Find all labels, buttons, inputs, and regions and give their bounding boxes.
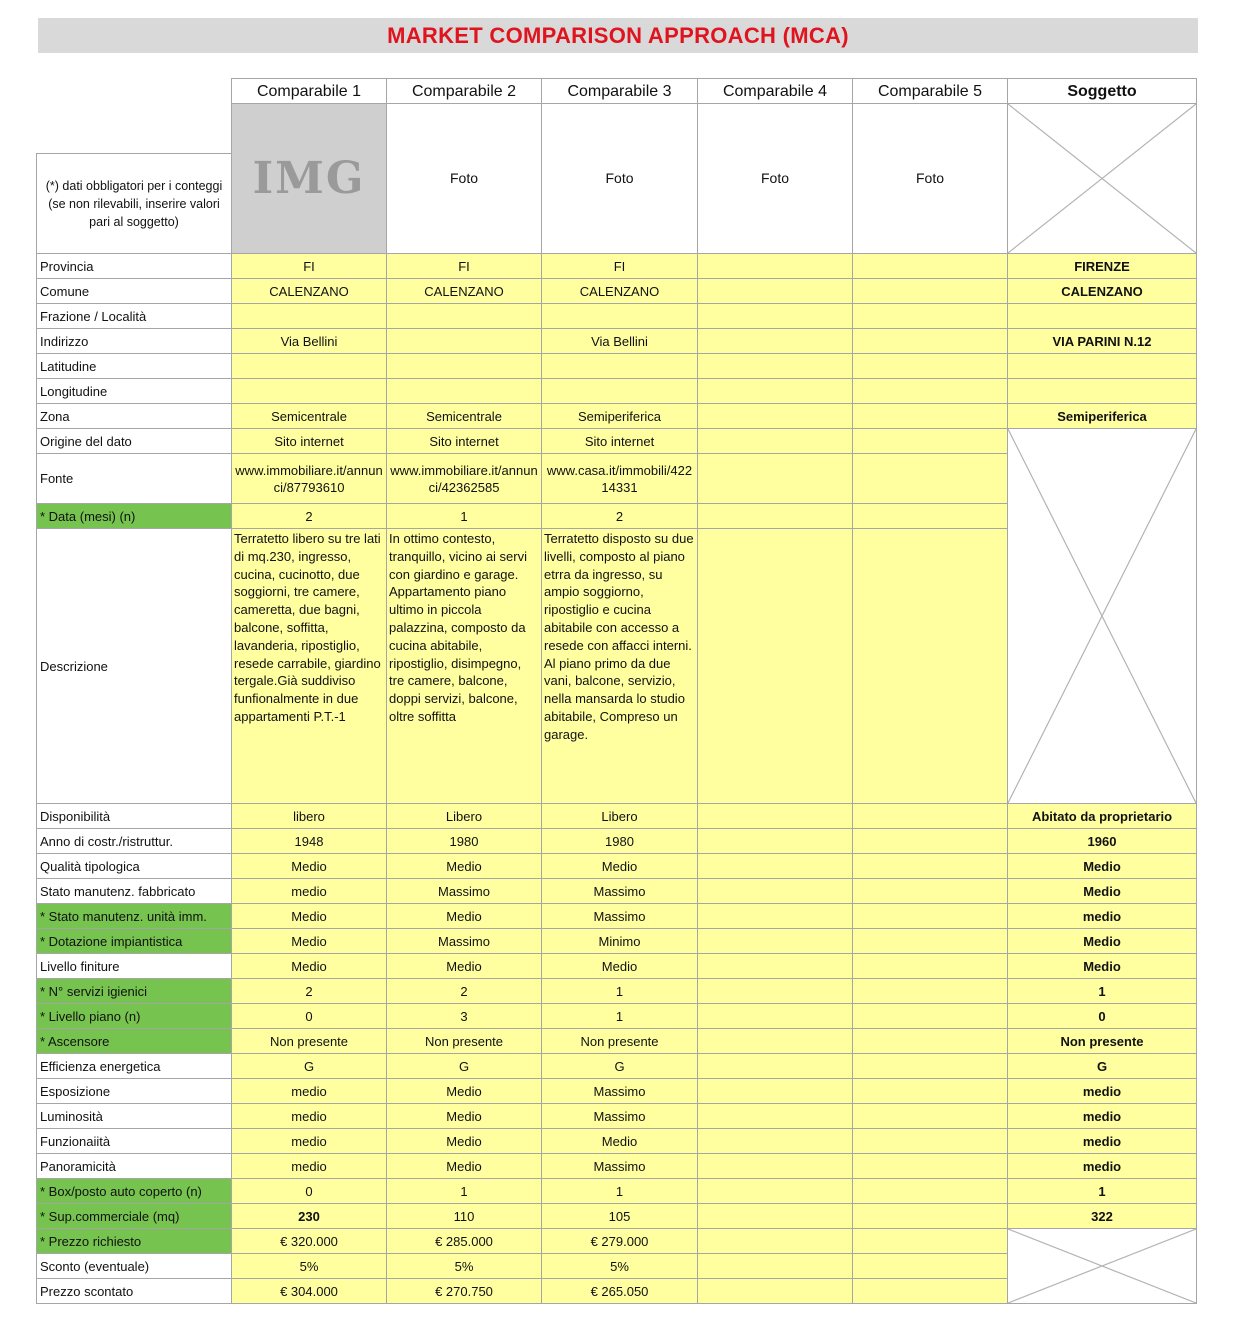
subject-value-cell	[1008, 379, 1197, 404]
value-cell	[853, 329, 1008, 354]
value-cell	[853, 254, 1008, 279]
value-cell	[853, 804, 1008, 829]
value-cell	[698, 1179, 853, 1204]
value-cell: € 279.000	[542, 1229, 698, 1254]
row-label: * Livello piano (n)	[37, 1004, 232, 1029]
value-cell	[698, 429, 853, 454]
value-cell: Massimo	[387, 929, 542, 954]
page-title: MARKET COMPARISON APPROACH (MCA)	[38, 18, 1198, 53]
row-provincia	[37, 254, 1197, 279]
value-cell: Via Bellini	[232, 329, 387, 354]
value-cell	[698, 1204, 853, 1229]
row-label: * Stato manutenz. unità imm.	[37, 904, 232, 929]
value-cell	[387, 329, 542, 354]
value-cell	[542, 304, 698, 329]
value-cell: 105	[542, 1204, 698, 1229]
subject-value-cell: 322	[1008, 1204, 1197, 1229]
row-panoramicita	[37, 1154, 1197, 1179]
value-cell: Medio	[387, 1154, 542, 1179]
value-cell: 5%	[232, 1254, 387, 1279]
subject-value-cell: Abitato da proprietario	[1008, 804, 1197, 829]
row-funzionalita	[37, 1129, 1197, 1154]
header-row	[37, 79, 1197, 104]
value-cell: medio	[232, 1079, 387, 1104]
value-cell	[853, 1004, 1008, 1029]
row-label: Origine del dato	[37, 429, 232, 454]
value-cell: Massimo	[387, 879, 542, 904]
value-cell: 1	[387, 504, 542, 529]
value-cell: Minimo	[542, 929, 698, 954]
value-cell	[698, 404, 853, 429]
value-cell: Libero	[542, 804, 698, 829]
row-stato-fabbricato	[37, 879, 1197, 904]
value-cell	[853, 829, 1008, 854]
row-efficienza	[37, 1054, 1197, 1079]
row-label: Livello finiture	[37, 954, 232, 979]
subject-price-empty-x-icon	[1008, 1229, 1197, 1304]
value-cell: 2	[387, 979, 542, 1004]
row-superficie	[37, 1204, 1197, 1229]
value-cell: FI	[542, 254, 698, 279]
value-cell: medio	[232, 1154, 387, 1179]
subject-empty-x-icon	[1008, 429, 1197, 804]
value-cell	[853, 379, 1008, 404]
value-cell	[698, 1129, 853, 1154]
value-cell: Medio	[232, 929, 387, 954]
value-cell: 3	[387, 1004, 542, 1029]
value-cell: G	[542, 1054, 698, 1079]
value-cell	[853, 529, 1008, 804]
row-label: Efficienza energetica	[37, 1054, 232, 1079]
value-cell: Medio	[542, 854, 698, 879]
value-cell	[698, 1154, 853, 1179]
value-cell	[698, 979, 853, 1004]
value-cell: In ottimo contesto, tranquillo, vicino ai servi con giardino e garage. Appartamento piano ultimo in piccola palazzina, composto da cucina abitabile, ripostiglio, disimpegno, tre camere, balcone, doppi servizi, balcone, oltre soffitta	[387, 529, 542, 804]
row-frazione	[37, 304, 1197, 329]
subject-value-cell: medio	[1008, 904, 1197, 929]
value-cell	[698, 1029, 853, 1054]
value-cell: Massimo	[542, 1104, 698, 1129]
subject-value-cell: medio	[1008, 1154, 1197, 1179]
value-cell	[698, 329, 853, 354]
value-cell	[853, 504, 1008, 529]
row-anno	[37, 829, 1197, 854]
value-cell: Terratetto disposto su due livelli, composto al piano etrra da ingresso, su ampio soggiorno, ripostiglio e cucina abitabile con accesso a resede con affacci interni. Al piano primo da due vani, balcone, servizio, nella mansarda lo studio abitabile, Compreso un garage.	[542, 529, 698, 804]
value-cell: 2	[232, 979, 387, 1004]
row-label: * Ascensore	[37, 1029, 232, 1054]
value-cell	[853, 1254, 1008, 1279]
value-cell: Medio	[542, 1129, 698, 1154]
value-cell	[698, 1254, 853, 1279]
row-label: Longitudine	[37, 379, 232, 404]
row-label: Funzionaiità	[37, 1129, 232, 1154]
value-cell: Massimo	[542, 879, 698, 904]
value-cell	[853, 304, 1008, 329]
column-header-comparabile-4: Comparabile 4	[698, 79, 853, 104]
value-cell	[853, 854, 1008, 879]
value-cell: 1980	[542, 829, 698, 854]
value-cell: Massimo	[542, 1154, 698, 1179]
value-cell: Sito internet	[232, 429, 387, 454]
photo-cell-comparabile-5: Foto	[853, 104, 1008, 254]
value-cell: FI	[232, 254, 387, 279]
value-cell	[698, 1229, 853, 1254]
value-cell: medio	[232, 1104, 387, 1129]
subject-value-cell: G	[1008, 1054, 1197, 1079]
value-cell	[698, 529, 853, 804]
column-header-comparabile-2: Comparabile 2	[387, 79, 542, 104]
row-label: Disponibilità	[37, 804, 232, 829]
value-cell: 1980	[387, 829, 542, 854]
subject-value-cell: medio	[1008, 1129, 1197, 1154]
value-cell	[853, 904, 1008, 929]
value-cell: Via Bellini	[542, 329, 698, 354]
value-cell: Medio	[232, 954, 387, 979]
value-cell	[853, 979, 1008, 1004]
image-placeholder-text: IMG	[252, 153, 366, 204]
subject-value-cell: 0	[1008, 1004, 1197, 1029]
value-cell: Massimo	[542, 1079, 698, 1104]
value-cell	[698, 1279, 853, 1304]
value-cell	[698, 1079, 853, 1104]
value-cell	[698, 254, 853, 279]
value-cell	[387, 304, 542, 329]
value-cell: 2	[232, 504, 387, 529]
row-luminosita	[37, 1104, 1197, 1129]
value-cell: Medio	[387, 904, 542, 929]
mca-table	[36, 78, 1197, 1304]
value-cell: € 270.750	[387, 1279, 542, 1304]
value-cell: Massimo	[542, 904, 698, 929]
subject-value-cell: Medio	[1008, 854, 1197, 879]
subject-value-cell: 1	[1008, 1179, 1197, 1204]
row-label: Latitudine	[37, 354, 232, 379]
image-placeholder-icon	[232, 153, 386, 204]
value-cell	[698, 1054, 853, 1079]
value-cell	[698, 929, 853, 954]
value-cell: Libero	[387, 804, 542, 829]
value-cell	[698, 954, 853, 979]
value-cell: www.casa.it/immobili/42214331	[542, 454, 698, 504]
value-cell: € 320.000	[232, 1229, 387, 1254]
subject-value-cell: medio	[1008, 1079, 1197, 1104]
value-cell	[232, 354, 387, 379]
value-cell	[698, 454, 853, 504]
value-cell: € 304.000	[232, 1279, 387, 1304]
value-cell	[387, 354, 542, 379]
value-cell: Semicentrale	[232, 404, 387, 429]
row-label: * N° servizi igienici	[37, 979, 232, 1004]
value-cell: 5%	[542, 1254, 698, 1279]
value-cell	[232, 379, 387, 404]
value-cell	[387, 379, 542, 404]
subject-value-cell: Medio	[1008, 929, 1197, 954]
row-label: Comune	[37, 279, 232, 304]
row-stato-unita	[37, 904, 1197, 929]
value-cell	[853, 1279, 1008, 1304]
value-cell: Terratetto libero su tre lati di mq.230, ingresso, cucina, cucinotto, due soggiorni, tre camere, cameretta, due bagni, balcone, soffitta, lavanderia, ripostiglio, resede carrabile, giardino tergale.Già suddiviso funfionalmente in due appartamenti P.T.-1	[232, 529, 387, 804]
row-longitudine	[37, 379, 1197, 404]
value-cell	[853, 429, 1008, 454]
row-label: Stato manutenz. fabbricato	[37, 879, 232, 904]
row-zona	[37, 404, 1197, 429]
subject-value-cell: Non presente	[1008, 1029, 1197, 1054]
photo-cell-comparabile-4: Foto	[698, 104, 853, 254]
value-cell: CALENZANO	[232, 279, 387, 304]
value-cell	[698, 354, 853, 379]
row-label: Anno di costr./ristruttur.	[37, 829, 232, 854]
value-cell: 1	[542, 979, 698, 1004]
value-cell	[698, 304, 853, 329]
subject-value-cell: VIA PARINI N.12	[1008, 329, 1197, 354]
value-cell	[542, 379, 698, 404]
photo-cell-comparabile-3: Foto	[542, 104, 698, 254]
value-cell: 1948	[232, 829, 387, 854]
row-latitudine	[37, 354, 1197, 379]
row-ascensore	[37, 1029, 1197, 1054]
row-label: Qualità tipologica	[37, 854, 232, 879]
value-cell	[698, 1104, 853, 1129]
subject-value-cell	[1008, 354, 1197, 379]
row-label: Luminosità	[37, 1104, 232, 1129]
row-label: Provincia	[37, 254, 232, 279]
row-prezzo	[37, 1229, 1197, 1254]
column-header-comparabile-5: Comparabile 5	[853, 79, 1008, 104]
subject-value-cell: Semiperiferica	[1008, 404, 1197, 429]
subject-value-cell	[1008, 304, 1197, 329]
row-label: * Prezzo richiesto	[37, 1229, 232, 1254]
value-cell: www.immobiliare.it/annunci/42362585	[387, 454, 542, 504]
value-cell: 0	[232, 1004, 387, 1029]
value-cell	[853, 954, 1008, 979]
value-cell: Non presente	[232, 1029, 387, 1054]
value-cell	[853, 1154, 1008, 1179]
row-label: * Sup.commerciale (mq)	[37, 1204, 232, 1229]
value-cell: 230	[232, 1204, 387, 1229]
value-cell	[853, 1054, 1008, 1079]
value-cell	[853, 1229, 1008, 1254]
value-cell: 1	[387, 1179, 542, 1204]
value-cell	[698, 804, 853, 829]
value-cell	[853, 454, 1008, 504]
row-label: Zona	[37, 404, 232, 429]
value-cell	[698, 504, 853, 529]
value-cell	[853, 929, 1008, 954]
value-cell	[698, 829, 853, 854]
value-cell: Sito internet	[387, 429, 542, 454]
row-origine	[37, 429, 1197, 454]
value-cell	[853, 1204, 1008, 1229]
row-label: * Dotazione impiantistica	[37, 929, 232, 954]
value-cell: Sito internet	[542, 429, 698, 454]
row-qualita	[37, 854, 1197, 879]
value-cell	[232, 304, 387, 329]
value-cell: € 285.000	[387, 1229, 542, 1254]
row-box	[37, 1179, 1197, 1204]
row-label: Esposizione	[37, 1079, 232, 1104]
subject-photo-empty-x-icon	[1008, 104, 1197, 254]
required-fields-note: (*) dati obbligatori per i conteggi (se non rilevabili, inserire valori pari al soggetto)	[37, 154, 232, 254]
row-label: Fonte	[37, 454, 232, 504]
row-label: Panoramicità	[37, 1154, 232, 1179]
photo-placeholder-comparabile-1	[232, 104, 387, 254]
value-cell: € 265.050	[542, 1279, 698, 1304]
column-header-comparabile-1: Comparabile 1	[232, 79, 387, 104]
value-cell	[853, 1079, 1008, 1104]
value-cell: CALENZANO	[387, 279, 542, 304]
value-cell: G	[387, 1054, 542, 1079]
value-cell: CALENZANO	[542, 279, 698, 304]
row-label: Descrizione	[37, 529, 232, 804]
value-cell	[853, 1179, 1008, 1204]
value-cell: 110	[387, 1204, 542, 1229]
value-cell: www.immobiliare.it/annunci/87793610	[232, 454, 387, 504]
photo-cell-comparabile-2: Foto	[387, 104, 542, 254]
value-cell: Medio	[387, 1129, 542, 1154]
value-cell: 5%	[387, 1254, 542, 1279]
value-cell: G	[232, 1054, 387, 1079]
value-cell: libero	[232, 804, 387, 829]
value-cell	[853, 279, 1008, 304]
value-cell	[853, 1029, 1008, 1054]
value-cell: Medio	[387, 1104, 542, 1129]
value-cell: Semiperiferica	[542, 404, 698, 429]
subject-value-cell: 1	[1008, 979, 1197, 1004]
value-cell	[853, 1104, 1008, 1129]
value-cell: Medio	[542, 954, 698, 979]
spacer-cell	[37, 104, 232, 154]
row-finiture	[37, 954, 1197, 979]
subject-value-cell: 1960	[1008, 829, 1197, 854]
column-header-soggetto: Soggetto	[1008, 79, 1197, 104]
subject-value-cell: Medio	[1008, 879, 1197, 904]
value-cell: Non presente	[387, 1029, 542, 1054]
row-label: Indirizzo	[37, 329, 232, 354]
value-cell	[853, 879, 1008, 904]
value-cell: 1	[542, 1004, 698, 1029]
row-dotazione	[37, 929, 1197, 954]
photo-row-top	[37, 104, 1197, 154]
value-cell: Semicentrale	[387, 404, 542, 429]
value-cell: FI	[387, 254, 542, 279]
value-cell: medio	[232, 879, 387, 904]
value-cell: Medio	[387, 1079, 542, 1104]
value-cell: Medio	[232, 854, 387, 879]
value-cell	[853, 404, 1008, 429]
value-cell	[853, 354, 1008, 379]
subject-value-cell: medio	[1008, 1104, 1197, 1129]
row-label: Prezzo scontato	[37, 1279, 232, 1304]
row-label: * Box/posto auto coperto (n)	[37, 1179, 232, 1204]
value-cell: Non presente	[542, 1029, 698, 1054]
row-piano	[37, 1004, 1197, 1029]
value-cell	[698, 279, 853, 304]
value-cell: 2	[542, 504, 698, 529]
subject-value-cell: Medio	[1008, 954, 1197, 979]
corner-cell	[37, 79, 232, 104]
value-cell: medio	[232, 1129, 387, 1154]
value-cell	[698, 904, 853, 929]
value-cell	[542, 354, 698, 379]
value-cell	[698, 379, 853, 404]
subject-value-cell: CALENZANO	[1008, 279, 1197, 304]
row-esposizione	[37, 1079, 1197, 1104]
row-indirizzo	[37, 329, 1197, 354]
row-label: Sconto (eventuale)	[37, 1254, 232, 1279]
value-cell	[853, 1129, 1008, 1154]
value-cell: 0	[232, 1179, 387, 1204]
row-comune	[37, 279, 1197, 304]
value-cell: Medio	[387, 854, 542, 879]
row-servizi	[37, 979, 1197, 1004]
value-cell	[698, 879, 853, 904]
value-cell	[698, 854, 853, 879]
value-cell	[698, 1004, 853, 1029]
row-label: * Data (mesi) (n)	[37, 504, 232, 529]
subject-value-cell: FIRENZE	[1008, 254, 1197, 279]
value-cell: Medio	[232, 904, 387, 929]
row-disponibilita	[37, 804, 1197, 829]
value-cell: 1	[542, 1179, 698, 1204]
value-cell: Medio	[387, 954, 542, 979]
row-label: Frazione / Località	[37, 304, 232, 329]
column-header-comparabile-3: Comparabile 3	[542, 79, 698, 104]
